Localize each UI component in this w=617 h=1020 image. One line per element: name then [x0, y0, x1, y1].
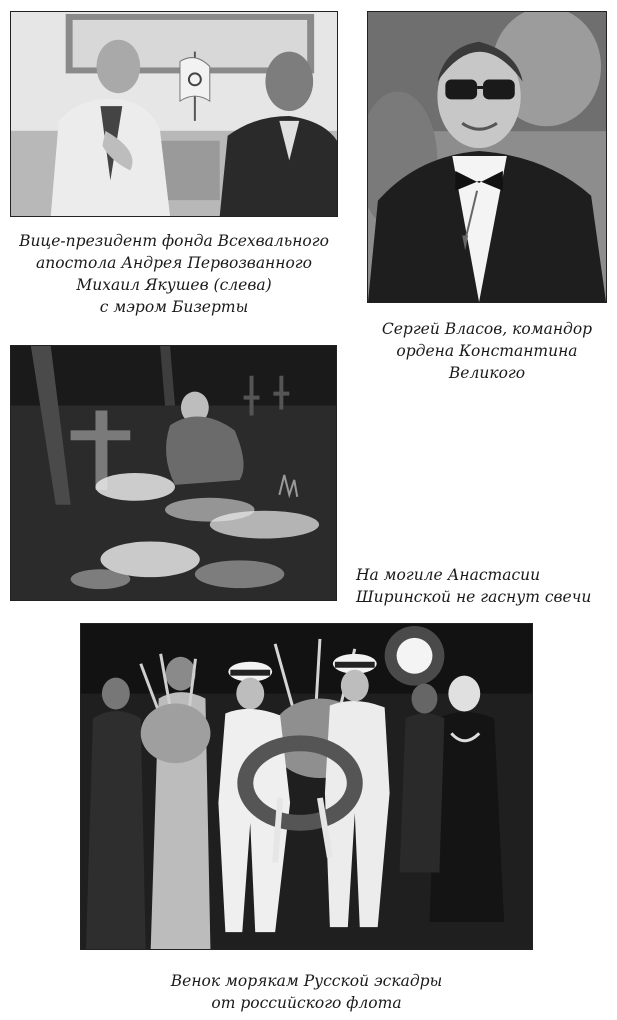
photo-wreath-ceremony [80, 623, 533, 950]
caption-line: Ширинской не гаснут свечи [356, 588, 592, 606]
caption-line: апостола Андрея Первозванного [36, 254, 312, 272]
photo-sergey-vlasov [367, 11, 607, 303]
caption-line: Сергей Власов, командор [381, 320, 593, 338]
photo-grave-candles [10, 345, 337, 601]
caption-line: с мэром Бизерты [99, 298, 249, 316]
caption-line: Великого [448, 364, 526, 382]
caption-line: ордена Константина [396, 342, 578, 360]
caption-line: Венок морякам Русской эскадры [170, 972, 443, 990]
caption-grave-candles [356, 564, 611, 608]
caption-line: от российского флота [211, 994, 402, 1012]
caption-sergey-vlasov [367, 318, 607, 384]
caption-wreath-ceremony [80, 970, 533, 1014]
caption-vice-president [4, 230, 344, 318]
caption-line: Вице-президент фонда Всехвального [19, 232, 329, 250]
caption-line: На могиле Анастасии [356, 566, 541, 584]
caption-line: Михаил Якушев (слева) [76, 276, 272, 294]
photo-meeting-vice-president-mayor [10, 11, 338, 217]
